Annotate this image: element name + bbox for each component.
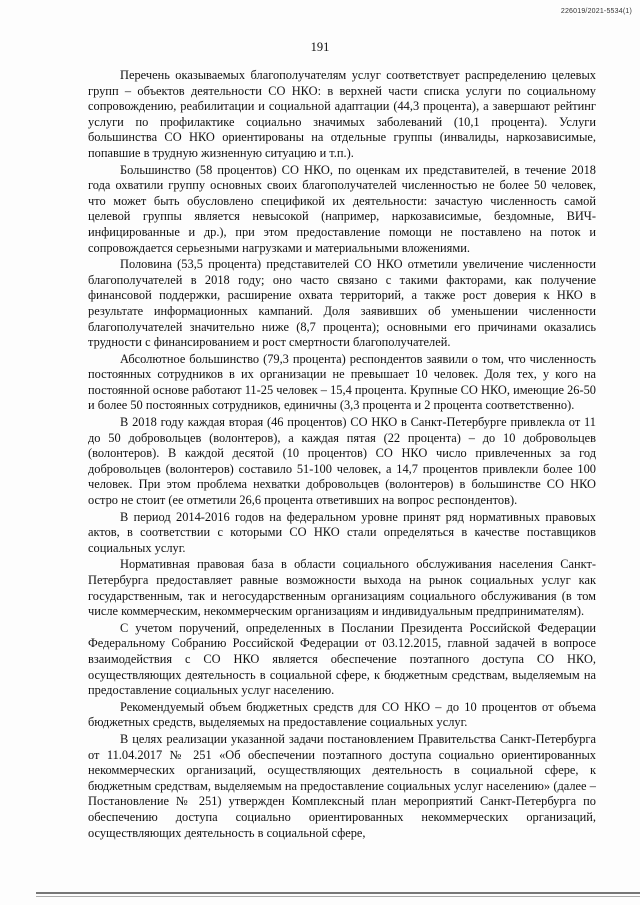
paragraph: С учетом поручений, определенных в Послании Президента Российской Федерации Федеральному Собранию Российской Федерации от 03.12.2015, главной задачей в вопросе взаимодействия с СО НКО является обеспечение поэтапного доступа СО НКО, осуществляющих деятельность в социальной сфере, к бюджетным средствам, выделяемым на предоставление социальных услуг населению. <box>88 620 596 698</box>
paragraph: Половина (53,5 процента) представителей СО НКО отметили увеличение численности благополучателей в 2018 году; оно часто связано с такими факторами, как получение финансовой поддержки, расширение охвата территорий, а также рост доверия к НКО в результате информационных кампаний. Доля заявивших об уменьшении численности благополучателей значительно ниже (8,7 процента); основными его причинами оказались трудности с финансированием и рост смертности благополучателей. <box>88 257 596 350</box>
page-number: 191 <box>310 40 330 54</box>
paragraph: В 2018 году каждая вторая (46 процентов) СО НКО в Санкт-Петербурге привлекла от 11 до 50 добровольцев (волонтеров), а каждая пятая (22 процента) – до 10 добровольцев (волонтеров). В каждой десятой (10 процентов) СО НКО число привлеченных за год добровольцев (волонтеров) составило 51-100 человек, а 14,7 процентов привлекли более 100 человек. При этом проблема нехватки добровольцев (волонтеров) в большинстве СО НКО остро не стоит (ее отметили 26,6 процента ответивших на вопрос респондентов). <box>88 415 596 508</box>
paragraph: Нормативная правовая база в области социального обслуживания населения Санкт-Петербурга предоставляет равные возможности выхода на рынок социальных услуг как государственным, так и негосударственным организациям социального обслуживания (в том числе коммерческим, некоммерческим организациям и индивидуальным предпринимателям). <box>88 557 596 619</box>
paragraph: В период 2014-2016 годов на федеральном уровне принят ряд нормативных правовых актов, в соответствии с которыми СО НКО стали определяться в качестве поставщиков социальных услуг. <box>88 509 596 555</box>
document-body <box>88 68 596 842</box>
scan-edge-line <box>36 892 640 894</box>
paragraph: Рекомендуемый объем бюджетных средств для СО НКО – до 10 процентов от объема бюджетных средств, выделяемых на предоставление социальных услуг. <box>88 699 596 730</box>
paragraph: Абсолютное большинство (79,3 процента) респондентов заявили о том, что численность постоянных сотрудников в их организации не превышает 10 человек. Доля тех, у кого на постоянной основе работают 11-25 человек – 15,4 процента. Крупные СО НКО, имеющие 26-50 и более 50 постоянных сотрудников, единичны (3,3 процента и 2 процента соответственно). <box>88 351 596 413</box>
scan-edge-line <box>36 896 640 897</box>
document-id: 226019/2021-5534(1) <box>560 8 632 15</box>
paragraph: Большинство (58 процентов) СО НКО, по оценкам их представителей, в течение 2018 года охватили группу основных своих благополучателей численностью не более 50 человек, что может быть обусловлено спецификой их деятельности: зачастую численность самой целевой группы является невысокой (например, наркозависимые, бездомные, ВИЧ-инфицированные и др.), при этом предоставление помощи не поставлено на поток и сопровождается серьезными нагрузками и материальными вложениями. <box>88 162 596 255</box>
paragraph: Перечень оказываемых благополучателям услуг соответствует распределению целевых групп – объектов деятельности СО НКО: в верхней части списка услуги по социальному сопровождению, реабилитации и социальной адаптации (44,3 процента), а завершают рейтинг услуги по профилактике социально значимых заболеваний (10,1 процента). Услуги большинства СО НКО ориентированы на отдельные группы (инвалиды, наркозависимые, попавшие в трудную жизненную ситуацию и т.п.). <box>88 68 596 160</box>
paragraph: В целях реализации указанной задачи постановлением Правительства Санкт-Петербурга от 11.04.2017 № 251 «Об обеспечении поэтапного доступа социально ориентированных некоммерческих организаций, осуществляющих деятельность в социальной сфере, к бюджетным средствам, выделяемым на предоставление социальных услуг населению» (далее – Постановление № 251) утвержден Комплексный план мероприятий Санкт-Петербурга по обеспечению доступа социально ориентированных некоммерческих организаций, осуществляющих деятельность в социальной сфере, <box>88 731 596 840</box>
